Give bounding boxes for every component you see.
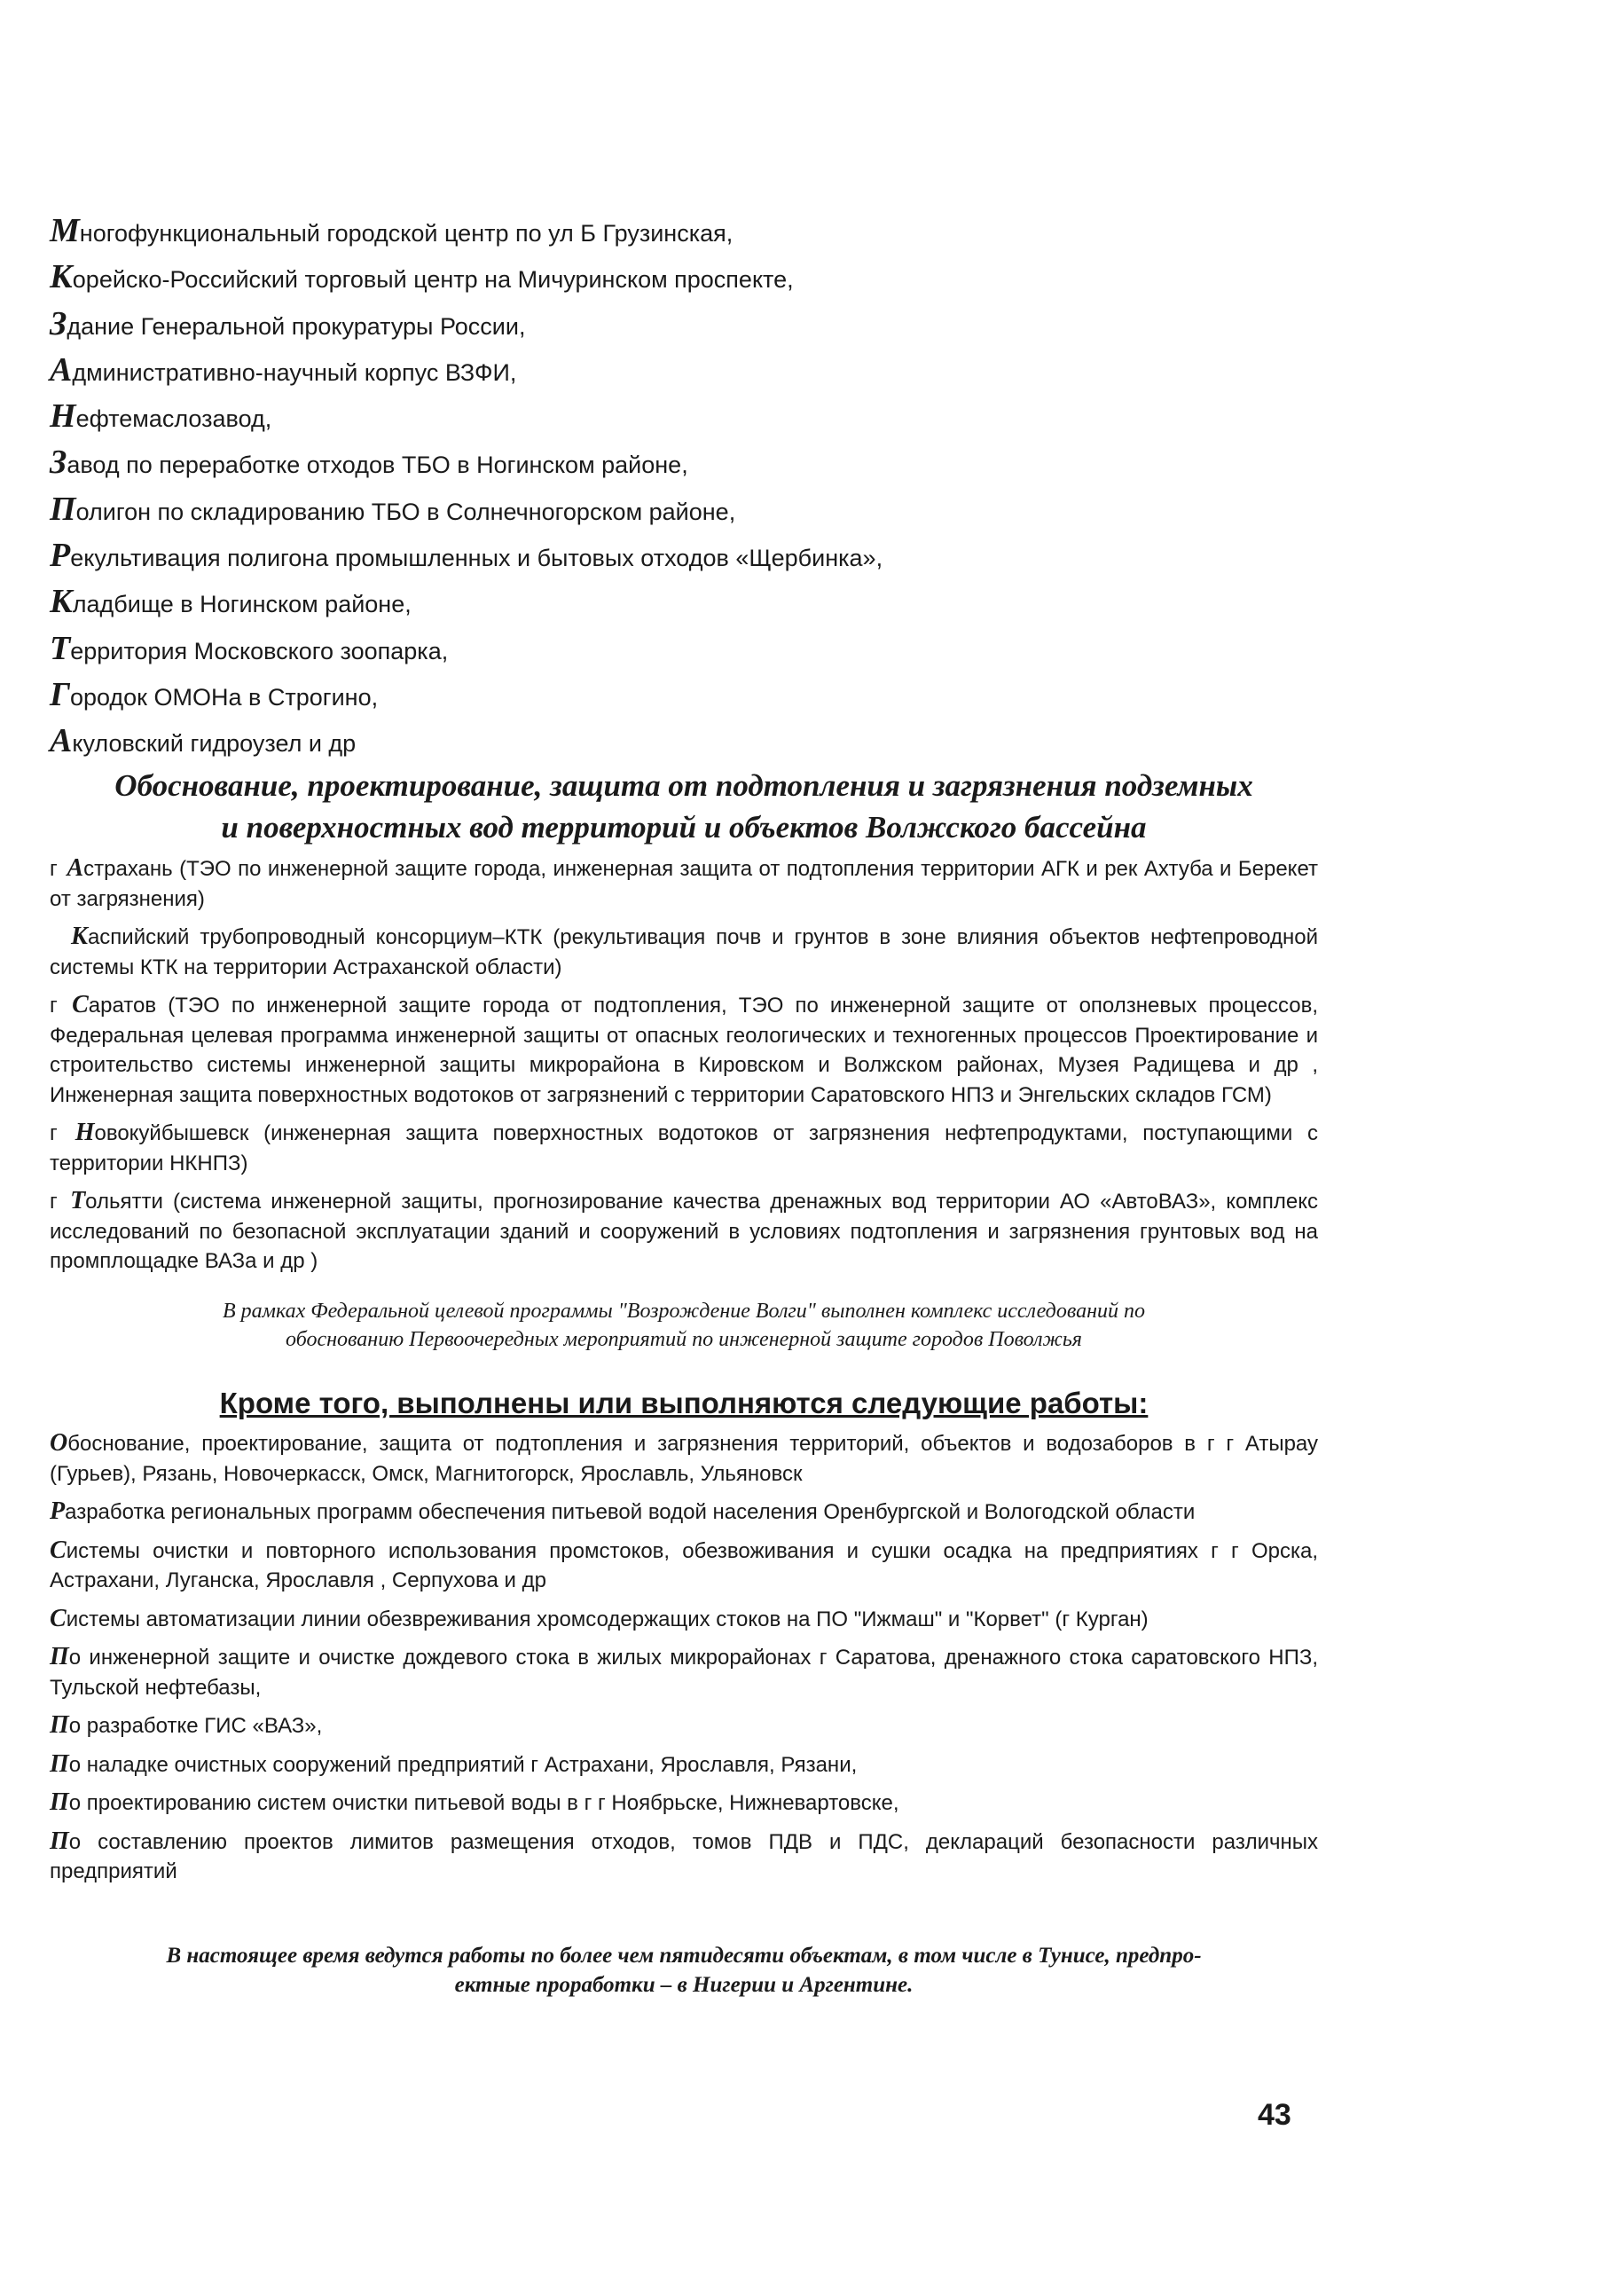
drop-cap: П [50, 1827, 69, 1855]
item-text: ерритория Московского зоопарка, [70, 637, 449, 664]
drop-cap: К [50, 258, 73, 296]
paragraph [50, 990, 1318, 1110]
paragraph [50, 1118, 1318, 1178]
paragraph [50, 1536, 1318, 1596]
paragraph-text: о разработке ГИС «ВАЗ», [68, 1714, 323, 1738]
drop-cap: М [50, 212, 80, 249]
paragraph [50, 853, 1318, 914]
list-item [50, 208, 1114, 254]
drop-cap: Н [75, 1119, 95, 1146]
list-item [50, 439, 1114, 485]
drop-cap: К [70, 923, 88, 950]
list-item [50, 718, 1114, 764]
drop-cap: Г [50, 675, 70, 713]
drop-cap: Т [70, 1187, 86, 1214]
drop-cap: Т [50, 629, 71, 667]
drop-cap: О [50, 1429, 68, 1457]
other-works-section [50, 1428, 1318, 1887]
list-item [50, 301, 1114, 347]
drop-cap: С [72, 991, 89, 1018]
item-text: ладбище в Ногинском районе, [72, 591, 412, 618]
marker: г [50, 857, 58, 881]
objects-list [50, 208, 1114, 765]
item-text: ногофункциональный городской центр по ул Б Грузинская, [79, 220, 734, 247]
heading-line: Обоснование, проектирование, защита от подтопления и загрязнения подземных [114, 768, 1253, 803]
paragraph-text: о проектированию систем очистки питьевой воды в г г Ноябрьске, Нижневартовске, [68, 1791, 899, 1815]
drop-cap: П [50, 1643, 69, 1670]
paragraph [50, 1710, 1318, 1741]
drop-cap: П [50, 1749, 69, 1778]
drop-cap: Р [50, 537, 71, 575]
marker: г [50, 1190, 58, 1214]
paragraph [50, 1186, 1318, 1277]
item-text: олигон по складированию ТБО в Солнечногорском районе, [75, 498, 736, 525]
paragraph-text: о составлению проектов лимитов размещения отходов, томов ПДВ и ПДС, деклараций безопасности различных предприятий [50, 1829, 1318, 1883]
paragraph-text: ольятти (система инженерной защиты, прогнозирование качества дренажных вод территории АО «АвтоВАЗ», комплекс исследований по безопасной эксплуатации зданий и сооружений в условиях подтопления и загрязнения грунтовых вод на промплощадке ВАЗа и др ) [50, 1190, 1319, 1273]
drop-cap: З [50, 304, 67, 342]
item-text: орейско-Российский торговый центр на Мичуринском проспекте, [72, 266, 794, 294]
note-line: В настоящее время ведутся работы по более чем пятидесяти объектам, в том числе в Тунисе, предпро- [166, 1944, 1202, 1968]
item-text: дание Генеральной прокуратуры России, [67, 312, 526, 340]
list-item [50, 347, 1114, 393]
paragraph-text: о наладке очистных сооружений предприятий г Астрахани, Ярославля, Рязани, [68, 1752, 858, 1777]
drop-cap: З [50, 444, 67, 482]
note-line: В рамках Федеральной целевой программы "Возрождение Волги" выполнен комплекс исследований по [223, 1300, 1145, 1323]
drop-cap: А [50, 350, 73, 389]
list-item [50, 532, 1114, 578]
list-item [50, 672, 1114, 718]
item-text: ородок ОМОНа в Строгино, [69, 683, 379, 711]
note-line: обоснованию Первоочередных мероприятий по инженерной защите городов Поволжья [286, 1328, 1082, 1351]
paragraph-text: овокуйбышевск (инженерная защита поверхностных водотоков от загрязнения нефтепродуктами, поступающими с территории НКНПЗ) [50, 1121, 1318, 1175]
paragraph [50, 1788, 1318, 1819]
section-heading-other-works: Кроме того, выполнены или выполняются следующие работы: [219, 1387, 1149, 1419]
drop-cap: К [50, 583, 73, 621]
paragraph [50, 1604, 1318, 1635]
list-item [50, 625, 1114, 672]
drop-cap: С [50, 1536, 67, 1564]
list-item [50, 254, 1114, 300]
section-heading-volga [50, 765, 1318, 848]
item-text: авод по переработке отходов ТБО в Ногинском районе, [67, 452, 688, 479]
volga-section [50, 853, 1318, 1277]
drop-cap: Н [50, 397, 76, 436]
paragraph-text: истемы автоматизации линии обезвреживания хромсодержащих стоков на ПО "Ижмаш" и "Корвет" (г Курган) [66, 1607, 1149, 1631]
drop-cap: Р [50, 1497, 66, 1525]
list-item [50, 393, 1114, 439]
item-text: екультивация полигона промышленных и бытовых отходов «Щербинка», [70, 545, 883, 572]
paragraph [50, 1642, 1318, 1702]
paragraph-text: азработка региональных программ обеспечения питьевой водой населения Оренбургской и Вологодской области [65, 1500, 1196, 1524]
paragraph [50, 1827, 1318, 1887]
drop-cap: С [50, 1604, 67, 1632]
paragraph-text: о инженерной защите и очистке дождевого стока в жилых микрорайонах г Саратова, дренажного стока саратовского НПЗ, Тульской нефтебазы, [50, 1646, 1318, 1700]
list-item [50, 486, 1114, 532]
marker: г [50, 994, 58, 1018]
paragraph [50, 1749, 1318, 1780]
paragraph [50, 922, 1318, 982]
item-text: куловский гидроузел и др [72, 730, 357, 758]
marker: г [50, 1121, 58, 1145]
paragraph [50, 1428, 1318, 1489]
paragraph-text: страхань (ТЭО по инженерной защите города, инженерная защита от подтопления территории АГК и рек Ахтуба и Берекет от загрязнения) [50, 857, 1318, 911]
drop-cap: А [67, 854, 84, 882]
drop-cap: П [50, 1711, 69, 1739]
paragraph-text: истемы очистки и повторного использования промстоков, обезвоживания и сушки осадка на предприятиях г г Орска, Астрахани, Луганска, Ярославля , Серпухова и др [50, 1538, 1318, 1592]
item-text: ефтемаслозавод, [75, 405, 272, 433]
drop-cap: П [50, 490, 76, 528]
list-item [50, 578, 1114, 625]
paragraph-text: боснование, проектирование, защита от подтопления и загрязнения территорий, объектов и водозаборов в г г Атырау (Гурьев), Рязань, Новочеркасск, Омск, Магнитогорск, Ярославль, Ульяновск [50, 1432, 1318, 1486]
note-line: ектные проработки – в Нигерии и Аргентине. [454, 1973, 914, 1997]
paragraph-text: аспийский трубопроводный консорциум–КТК (рекультивация почв и грунтов в зоне влияния объектов нефтепроводной системы КТК на территории Астраханской области) [50, 925, 1318, 979]
drop-cap: А [50, 722, 73, 760]
volga-program-note [50, 1297, 1318, 1354]
heading-line: и поверхностных вод территорий и объектов Волжского бассейна [221, 810, 1147, 845]
paragraph-text: аратов (ТЭО по инженерной защите города от подтопления, ТЭО по инженерной защите от оползневых процессов, Федеральная целевая программа инженерной защиты от опасных геологических и техногенных процессов Проектирование и строительство системы инженерной защиты микрорайона в Кировском и Волжском районах, Музея Радищева и др , Инженерная защита поверхностных водотоков от загрязнений с территории Саратовского НПЗ и Энгельских складов ГСМ) [50, 994, 1318, 1107]
page-number: 43 [1258, 2098, 1291, 2132]
item-text: дминистративно-научный корпус ВЗФИ, [72, 358, 517, 386]
paragraph [50, 1497, 1318, 1528]
drop-cap: П [50, 1788, 69, 1816]
final-note [50, 1941, 1318, 2000]
